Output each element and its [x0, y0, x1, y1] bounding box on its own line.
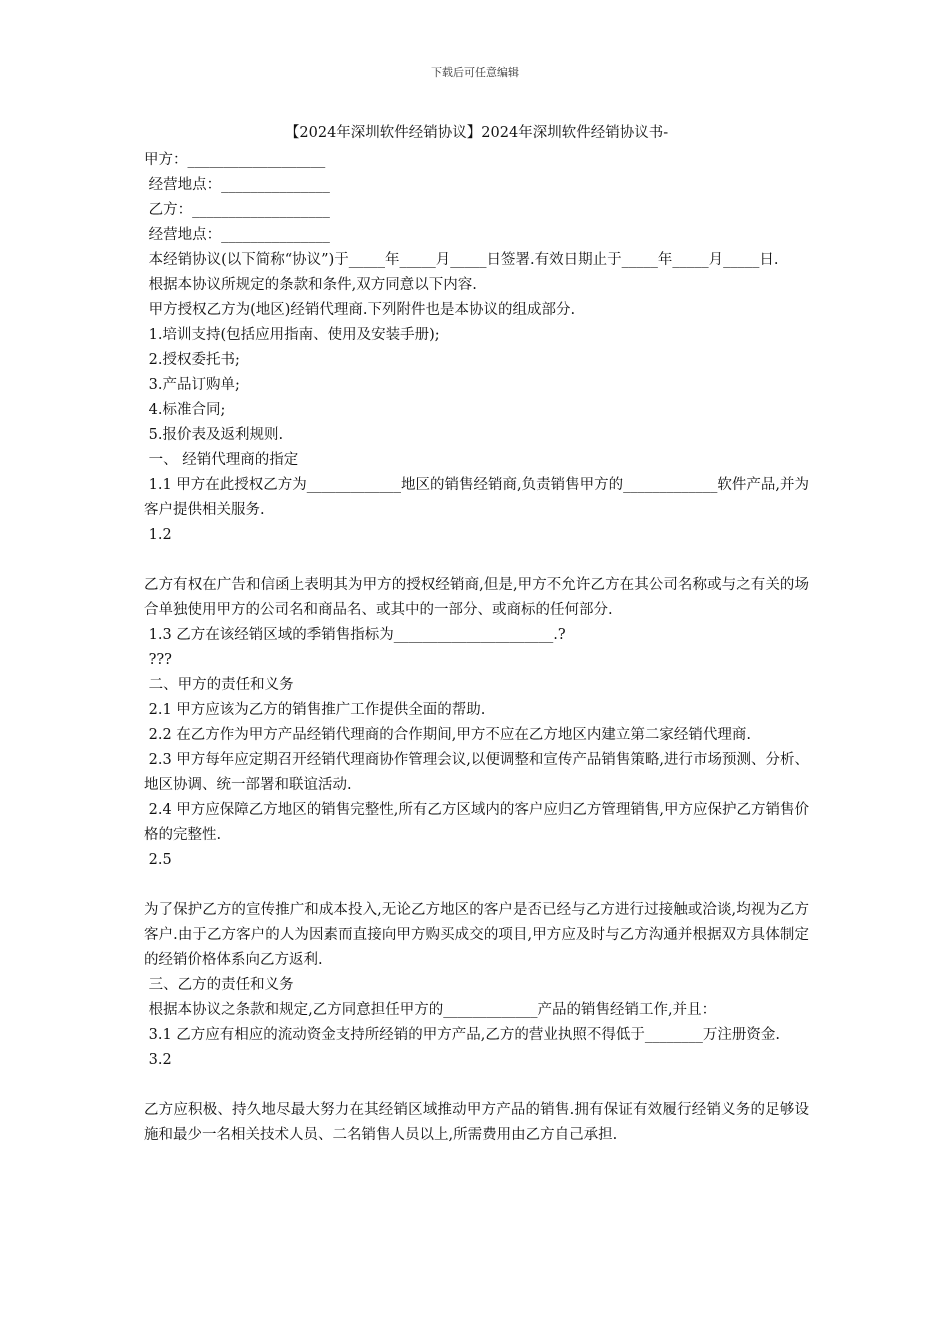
clause-number: 2.5	[144, 852, 172, 868]
header-note: 下载后可任意编辑	[431, 66, 519, 79]
document-body	[144, 121, 809, 1148]
consent-paragraph: 根据本协议所规定的条款和条件,双方同意以下内容.	[144, 277, 477, 293]
attachment-item: 1.培训支持(包括应用指南、使用及安装手册);	[144, 327, 440, 343]
agreement-date-paragraph: 本经销协议(以下简称“协议”)于_____年_____月_____日签署.有效日期止于_____年_____月_____日.	[144, 252, 779, 268]
blank-line	[144, 548, 809, 573]
clause-paragraph: 1.1 甲方在此授权乙方为_____________地区的销售经销商,负责销售甲方的_____________软件产品,并为客户提供相关服务.	[144, 477, 809, 518]
clause-paragraph: 2.4 甲方应保障乙方地区的销售完整性,所有乙方区域内的客户应归乙方管理销售,甲方应保护乙方销售价格的完整性.	[144, 802, 809, 843]
authorization-paragraph: 甲方授权乙方为(地区)经销代理商.下列附件也是本协议的组成部分.	[144, 302, 576, 318]
party-a-address-line: 经营地点：_______________	[144, 177, 330, 193]
clause-paragraph: 为了保护乙方的宣传推广和成本投入,无论乙方地区的客户是否已经与乙方进行过接触或洽谈,均视为乙方客户.由于乙方客户的人为因素而直接向甲方购买成交的项目,甲方应及时与乙方沟通并根据双方具体制定的经销价格体系向乙方返利.	[144, 902, 809, 968]
clause-paragraph: 2.3 甲方每年应定期召开经销代理商协作管理会议,以便调整和宣传产品销售策略,进行市场预测、分析、地区协调、统一部署和联谊活动.	[144, 752, 809, 793]
party-b-address-line: 经营地点：_______________	[144, 227, 330, 243]
clause-paragraph: 2.1 甲方应该为乙方的销售推广工作提供全面的帮助.	[144, 702, 486, 718]
clause-paragraph: 2.2 在乙方作为甲方产品经销代理商的合作期间,甲方不应在乙方地区内建立第二家经销代理商.	[144, 727, 751, 743]
party-a-line: 甲方：___________________	[144, 152, 326, 168]
clause-number: 1.2	[144, 527, 172, 543]
section-heading: 一、 经销代理商的指定	[144, 452, 299, 468]
placeholder-line: ???	[144, 652, 172, 668]
attachment-item: 4.标准合同;	[144, 402, 226, 418]
clause-paragraph: 根据本协议之条款和规定,乙方同意担任甲方的_____________产品的销售经销工作,并且：	[144, 1002, 717, 1018]
document-title: 【2024年深圳软件经销协议】2024年深圳软件经销协议书-	[284, 125, 669, 141]
blank-line	[144, 873, 809, 898]
party-b-line: 乙方：___________________	[144, 202, 330, 218]
clause-paragraph: 乙方有权在广告和信函上表明其为甲方的授权经销商,但是,甲方不允许乙方在其公司名称或与之有关的场合单独使用甲方的公司名和商品名、或其中的一部分、或商标的任何部分.	[144, 577, 809, 618]
attachment-item: 3.产品订购单;	[144, 377, 240, 393]
clause-paragraph: 1.3 乙方在该经销区域的季销售指标为______________________.?	[144, 627, 566, 643]
attachment-item: 2.授权委托书;	[144, 352, 240, 368]
section-heading: 二、甲方的责任和义务	[144, 677, 294, 693]
section-heading: 三、乙方的责任和义务	[144, 977, 294, 993]
attachment-item: 5.报价表及返利规则.	[144, 427, 284, 443]
clause-paragraph: 3.1 乙方应有相应的流动资金支持所经销的甲方产品,乙方的营业执照不得低于________万注册资金.	[144, 1027, 780, 1043]
blank-line	[144, 1073, 809, 1098]
clause-number: 3.2	[144, 1052, 172, 1068]
clause-paragraph: 乙方应积极、持久地尽最大努力在其经销区域推动甲方产品的销售.拥有保证有效履行经销义务的足够设施和最少一名相关技术人员、二名销售人员以上,所需费用由乙方自己承担.	[144, 1102, 809, 1143]
